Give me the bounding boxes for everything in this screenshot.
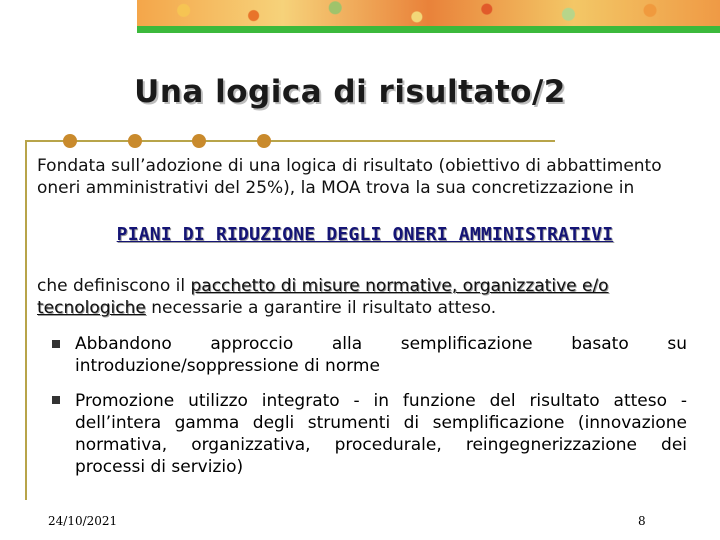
definition-underlined-2: tecnologiche bbox=[37, 298, 146, 318]
divider-dot bbox=[192, 134, 206, 148]
title-divider bbox=[25, 140, 555, 142]
divider-dot bbox=[128, 134, 142, 148]
bullet-square-icon bbox=[52, 340, 62, 350]
definition-line-2 bbox=[37, 297, 496, 319]
definition-underlined-1: pacchetto di misure normative, organizzative e/o bbox=[190, 276, 609, 296]
divider-dot bbox=[63, 134, 77, 148]
definition-suffix: necessarie a garantire il risultato atteso. bbox=[145, 298, 497, 318]
definition-prefix: che definiscono il bbox=[37, 276, 191, 296]
divider-dot bbox=[257, 134, 271, 148]
definition-line-1 bbox=[37, 275, 609, 297]
bullet-square-icon bbox=[52, 396, 62, 406]
bullet-item-2-line-1: Promozione utilizzo integrato - in funzione del risultato atteso - bbox=[75, 391, 687, 411]
header-green-bar bbox=[137, 26, 720, 33]
intro-line-1: Fondata sull’adozione di una logica di risultato (obiettivo di abbattimento bbox=[37, 156, 662, 176]
page-number: 8 bbox=[638, 514, 646, 528]
bullet-item-1-line-2: introduzione/soppressione di norme bbox=[75, 356, 380, 376]
header-decorative-image bbox=[137, 0, 720, 26]
bullet-item-1-line-1: Abbandono approccio alla semplificazione basato su bbox=[75, 334, 687, 354]
bullet-item-2-line-2: dell’intera gamma degli strumenti di semplificazione (innovazione bbox=[75, 413, 687, 433]
highlight-heading: PIANI DI RIDUZIONE DEGLI ONERI AMMINISTRATIVI bbox=[116, 224, 614, 245]
left-divider bbox=[25, 140, 27, 500]
footer-date: 24/10/2021 bbox=[48, 514, 118, 528]
intro-line-2: oneri amministrativi del 25%), la MOA trova la sua concretizzazione in bbox=[37, 178, 635, 198]
bullet-item-2-line-3: normativa, organizzativa, procedurale, reingegnerizzazione dei bbox=[75, 435, 687, 455]
bullet-item-2-line-4: processi di servizio) bbox=[75, 457, 244, 477]
slide-title: Una logica di risultato/2 bbox=[134, 74, 566, 110]
